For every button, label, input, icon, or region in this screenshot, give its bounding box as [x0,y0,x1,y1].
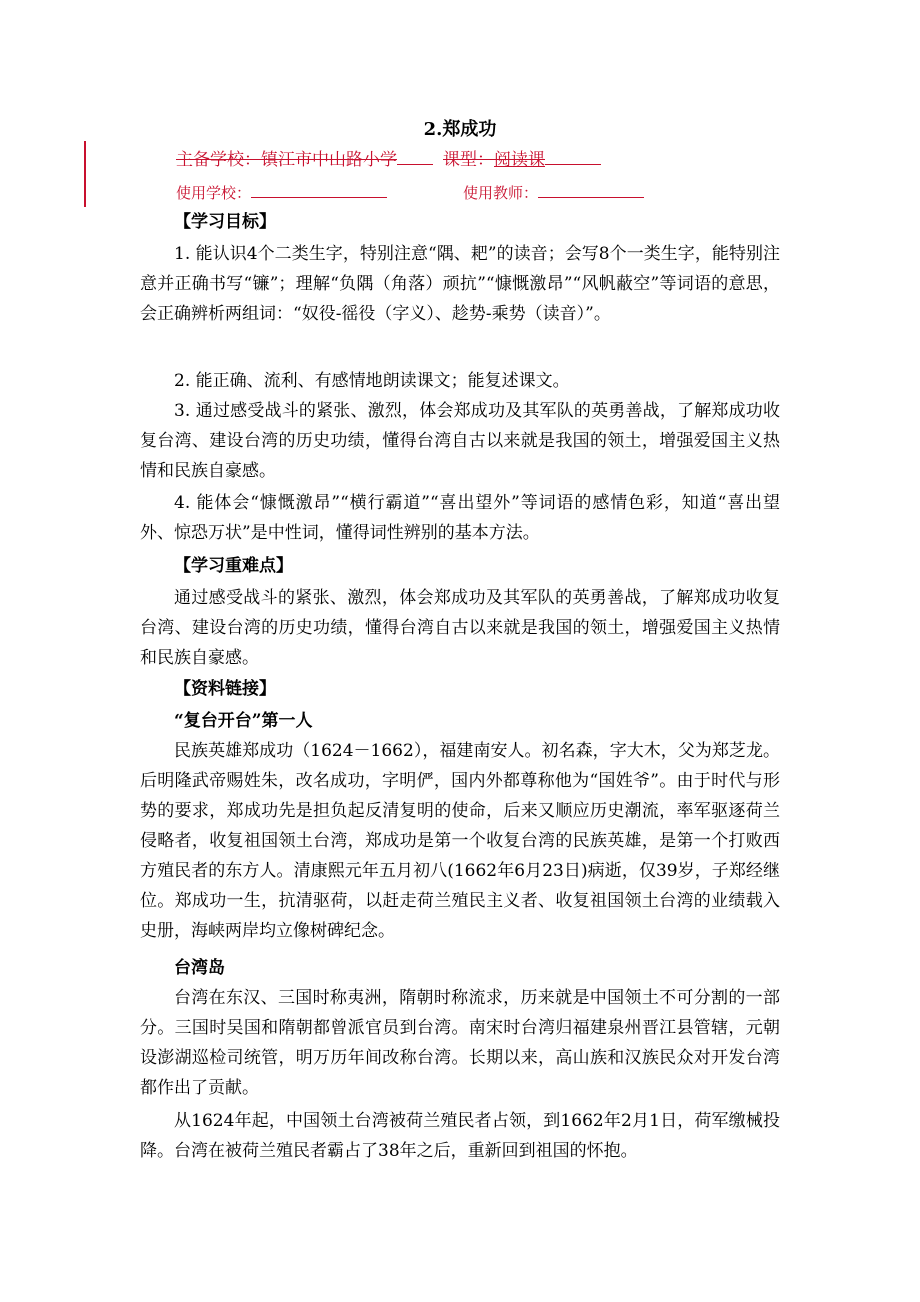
use-school-blank[interactable] [251,181,387,198]
school-info-line [176,148,601,171]
course-type-blank [545,148,601,165]
revision-margin-bar [84,141,86,207]
use-teacher-blank[interactable] [538,181,644,198]
objective-2: 2. 能正确、流利、有感情地朗读课文；能复述课文。 [174,371,570,391]
course-type-value: 阅读课 [494,150,545,170]
resource1-text: 民族英雄郑成功（1624－1662），福建南安人。初名森，字大木，父为郑芝龙。后明隆武帝赐姓朱，改名成功，字明俨，国内外都尊称他为“国姓爷”。由于时代与形势的要求，郑成功先是担负起反清复明的使命，后来又顺应历史潮流，率军驱逐荷兰侵略者，收复祖国领土台湾，郑成功是第一个收复台湾的民族英雄，是第一个打败西方殖民者的东方人。清康熙元年五月初八(1662年6月23日)病逝，仅39岁，子郑经继位。郑成功一生，抗清驱荷，以赶走荷兰殖民主义者、收复祖国领土台湾的业绩载入史册，海峡两岸均立像树碑纪念。 [140,741,780,941]
objective-3: 3. 通过感受战斗的紧张、激烈，体会郑成功及其军队的英勇善战，了解郑成功收复台湾、建设台湾的历史功绩，懂得台湾自古以来就是我国的领土，增强爱国主义热情和民族自豪感。 [140,401,780,481]
resource2-paragraph-1: 台湾在东汉、三国时称夷洲，隋朝时称流求，历来就是中国领土不可分割的一部分。三国时吴国和隋朝都曾派官员到台湾。南宋时台湾归福建泉州晋江县管辖，元朝设澎湖巡检司统管，明万历年间改称台湾。长期以来，高山族和汉族民众对开发台湾都作出了贡献。 [140,988,780,1098]
lesson-title: 2.郑成功 [423,119,497,140]
resource1-title: “复台开台”第一人 [174,711,313,731]
objective-1: 1. 能认识4个二类生字，特别注意“隅、耙”的读音；会写8个一类生字，能特别注意并正确书写“镰”；理解“负隅（角落）顽抗”“慷慨激昂”“风帆蔽空”等词语的意思，会正确辨析两组词：“奴役-徭役（字义）、趁势-乘势（读音）”。 [140,244,780,324]
use-school-label: 使用学校： [176,184,252,202]
school-blank [397,148,433,165]
course-type-label: 课型： [443,150,494,170]
objectives-heading: 【学习目标】 [174,212,276,232]
resources-heading: 【资料链接】 [174,679,276,699]
keypoints-heading: 【学习重难点】 [174,556,293,576]
usage-info-line [176,181,644,204]
use-teacher-label: 使用教师： [463,184,539,202]
keypoints-text: 通过感受战斗的紧张、激烈，体会郑成功及其军队的英勇善战，了解郑成功收复台湾、建设台湾的历史功绩，懂得台湾自古以来就是我国的领土，增强爱国主义热情和民族自豪感。 [140,588,780,668]
resource2-paragraph-2: 从1624年起，中国领土台湾被荷兰殖民者占领，到1662年2月1日，荷军缴械投降。台湾在被荷兰殖民者霸占了38年之后，重新回到祖国的怀抱。 [140,1111,780,1161]
school-label: 主备学校：镇江市中山路小学 [176,150,397,170]
objective-4: 4. 能体会“慷慨激昂”“横行霸道”“喜出望外”等词语的感情色彩，知道“喜出望外、惊恐万状”是中性词，懂得词性辨别的基本方法。 [140,493,780,543]
resource2-title: 台湾岛 [174,958,225,978]
